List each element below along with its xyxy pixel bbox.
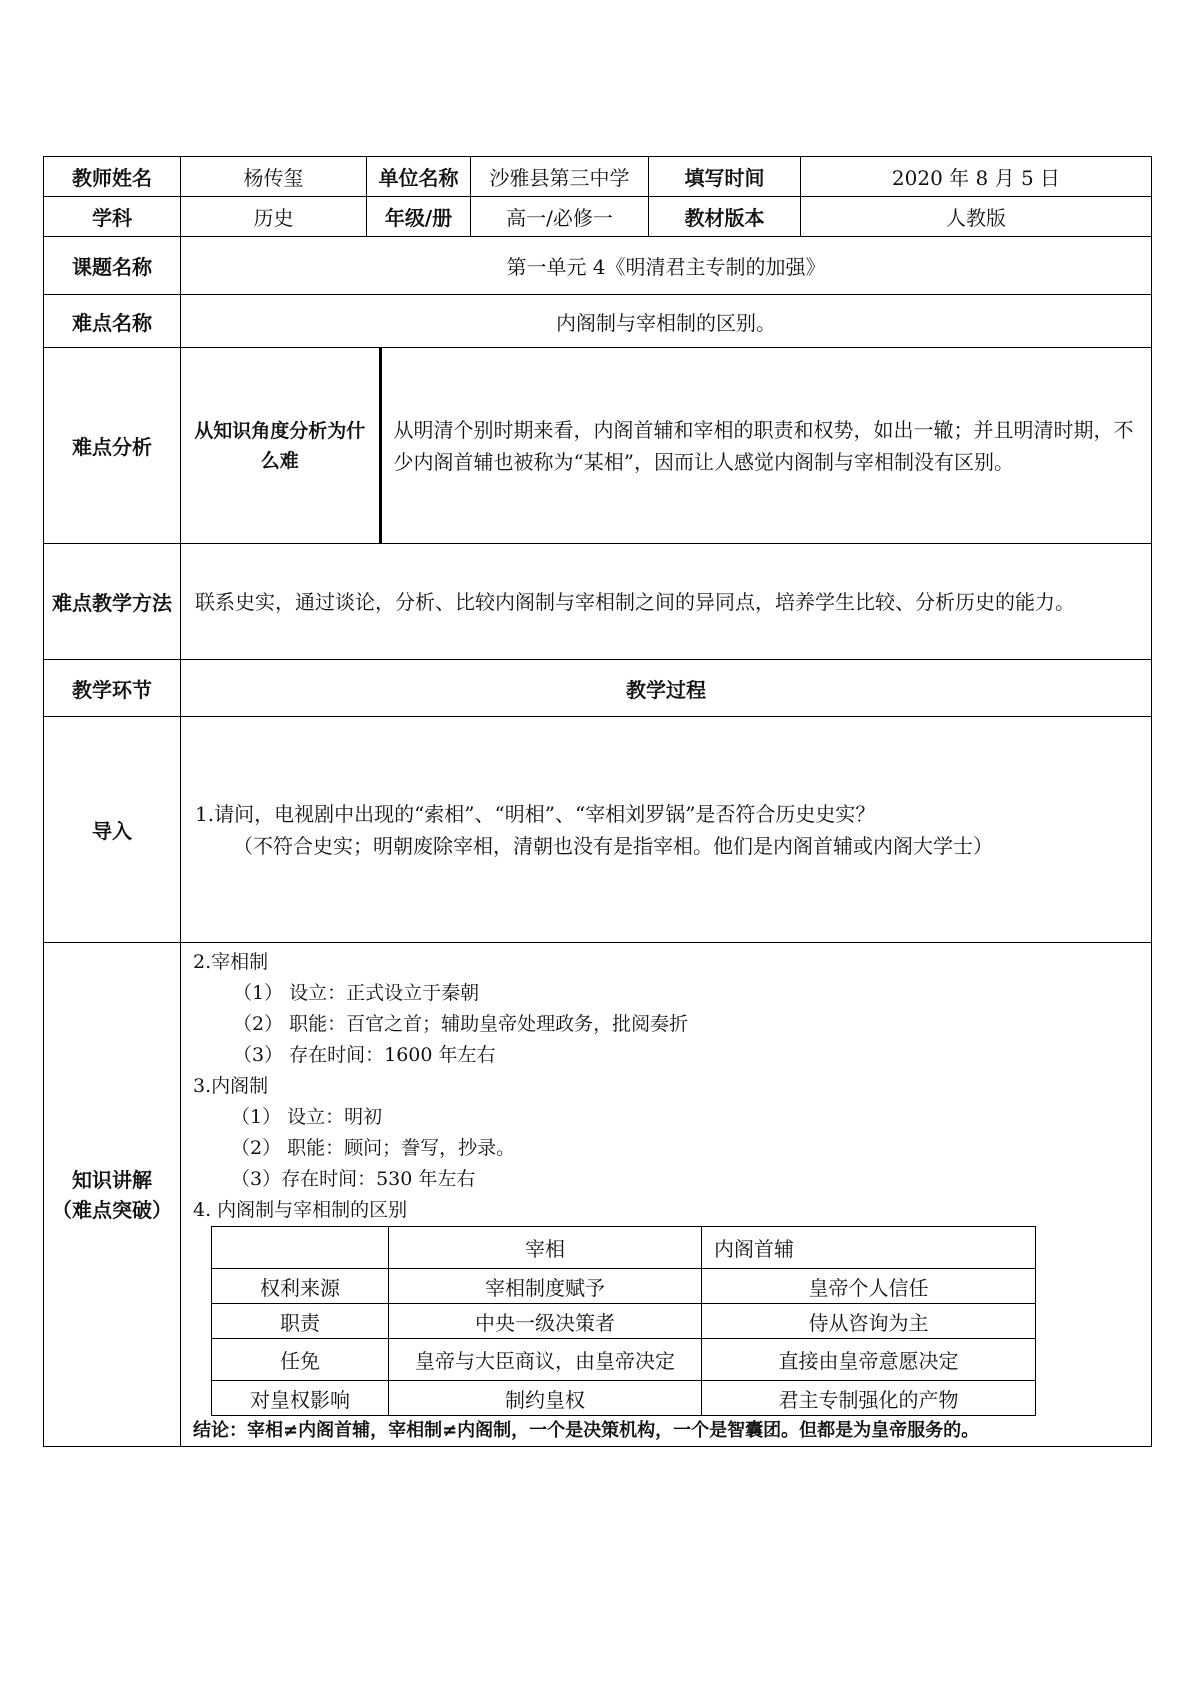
lesson-plan-table (43, 156, 1152, 1447)
comparison-cell: 皇帝与大臣商议，由皇帝决定 (389, 1339, 702, 1381)
comparison-header-chancellor: 宰相 (389, 1227, 702, 1269)
intro-answer: （不符合史实；明朝废除宰相，清朝也没有是指宰相。他们是内阁首辅或内阁大学士） (233, 833, 993, 858)
edition-value: 人教版 (801, 197, 1152, 237)
analysis-inner-table (181, 348, 1151, 543)
grade-value: 高一/必修一 (471, 197, 649, 237)
knowledge-line: （1） 设立：明初 (231, 1106, 383, 1128)
knowledge-line: （3） 存在时间：1600 年左右 (233, 1044, 496, 1066)
subject-label: 学科 (44, 197, 181, 237)
comparison-row (212, 1339, 1036, 1381)
unit-name-value: 沙雅县第三中学 (471, 157, 649, 197)
comparison-cell: 任免 (212, 1339, 389, 1381)
knowledge-label-line1: 知识讲解 (72, 1167, 152, 1192)
comparison-cell: 侍从咨询为主 (702, 1304, 1036, 1339)
comparison-header-grand-secretary: 内阁首辅 (702, 1227, 1036, 1269)
process-header-label: 教学过程 (181, 660, 1152, 717)
analysis-cell (181, 348, 1152, 544)
comparison-row (212, 1381, 1036, 1416)
topic-value: 第一单元 4《明清君主专制的加强》 (181, 237, 1152, 295)
difficulty-value: 内阁制与宰相制的区别。 (181, 295, 1152, 348)
analysis-label: 难点分析 (44, 348, 181, 544)
knowledge-line: 3.内阁制 (193, 1075, 269, 1097)
knowledge-line: （2） 职能：百官之首；辅助皇帝处理政务，批阅奏折 (233, 1013, 689, 1035)
comparison-cell: 中央一级决策者 (389, 1304, 702, 1339)
topic-label: 课题名称 (44, 237, 181, 295)
teacher-name-label: 教师姓名 (44, 157, 181, 197)
knowledge-line: 2.宰相制 (193, 951, 269, 973)
knowledge-label (44, 943, 181, 1447)
fill-date-value: 2020 年 8 月 5 日 (801, 157, 1152, 197)
comparison-cell: 权利来源 (212, 1269, 389, 1304)
comparison-header-blank (212, 1227, 389, 1269)
knowledge-line: （3）存在时间：530 年左右 (231, 1168, 476, 1190)
grade-label: 年级/册 (367, 197, 471, 237)
analysis-sub-label: 从知识角度分析为什么难 (181, 348, 380, 543)
conclusion-text: 结论：宰相≠内阁首辅，宰相制≠内阁制，一个是决策机构，一个是智囊团。但都是为皇帝服务的。 (193, 1420, 980, 1441)
difficulty-label: 难点名称 (44, 295, 181, 348)
comparison-row (212, 1304, 1036, 1339)
knowledge-cell (181, 943, 1152, 1447)
stage-header-label: 教学环节 (44, 660, 181, 717)
knowledge-label-line2: （难点突破） (52, 1197, 172, 1222)
fill-date-label: 填写时间 (649, 157, 801, 197)
knowledge-line: （1） 设立：正式设立于秦朝 (233, 982, 480, 1004)
comparison-cell: 制约皇权 (389, 1381, 702, 1416)
comparison-cell: 直接由皇帝意愿决定 (702, 1339, 1036, 1381)
teacher-name-value: 杨传玺 (181, 157, 367, 197)
comparison-row (212, 1269, 1036, 1304)
comparison-cell: 君主专制强化的产物 (702, 1381, 1036, 1416)
method-label: 难点教学方法 (44, 544, 181, 660)
edition-label: 教材版本 (649, 197, 801, 237)
comparison-cell: 宰相制度赋予 (389, 1269, 702, 1304)
comparison-cell: 皇帝个人信任 (702, 1269, 1036, 1304)
intro-question: 1.请问，电视剧中出现的“索相”、“明相”、“宰相刘罗锅”是否符合历史史实？ (195, 801, 876, 826)
comparison-cell: 职责 (212, 1304, 389, 1339)
knowledge-line: （2） 职能：顾问；誊写，抄录。 (231, 1137, 516, 1159)
method-text: 联系史实，通过谈论，分析、比较内阁制与宰相制之间的异同点，培养学生比较、分析历史的能力。 (181, 544, 1152, 660)
comparison-cell: 对皇权影响 (212, 1381, 389, 1416)
subject-value: 历史 (181, 197, 367, 237)
intro-cell (181, 717, 1152, 943)
analysis-text: 从明清个别时期来看，内阁首辅和宰相的职责和权势，如出一辙；并且明清时期，不少内阁首辅也被称为“某相”，因而让人感觉内阁制与宰相制没有区别。 (393, 417, 1134, 474)
comparison-table (211, 1226, 1036, 1416)
knowledge-line: 4. 内阁制与宰相制的区别 (193, 1199, 408, 1221)
intro-label: 导入 (44, 717, 181, 943)
unit-name-label: 单位名称 (367, 157, 471, 197)
